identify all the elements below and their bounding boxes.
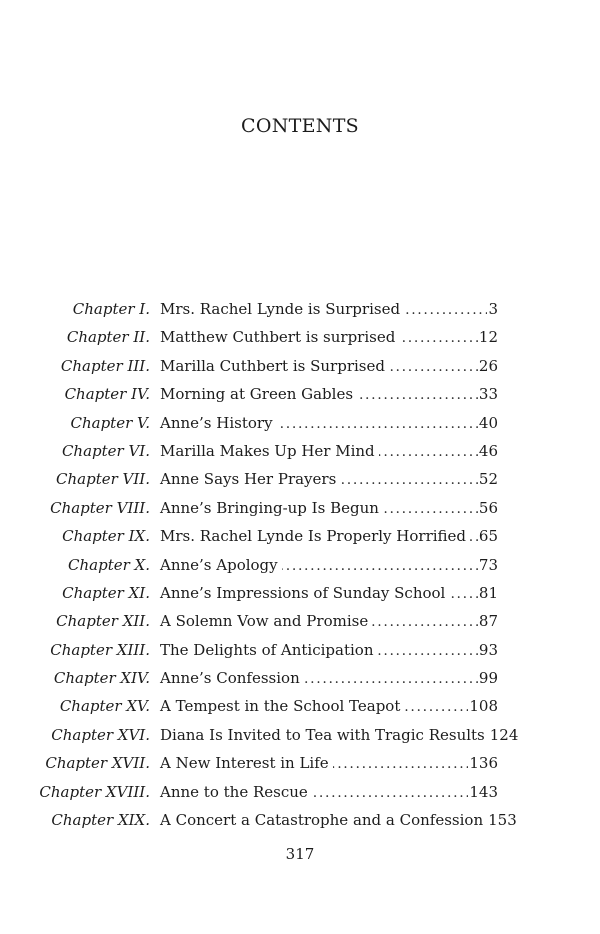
toc-entry — [0, 721, 600, 749]
chapter-entry — [160, 806, 517, 835]
chapter-label: Chapter XVIII. — [39, 782, 150, 801]
chapter-title: Anne’s Apology — [160, 555, 278, 574]
chapter-title: A New Interest in Life — [160, 754, 329, 773]
chapter-title: The Delights of Anticipation — [160, 640, 374, 659]
chapter-label: Chapter V. — [70, 413, 150, 432]
chapter-label: Chapter VII. — [56, 470, 150, 489]
chapter-page-number: 124 — [489, 725, 519, 744]
dot-leader — [383, 495, 478, 523]
chapter-label: Chapter I. — [72, 300, 150, 318]
chapter-page-number: 26 — [478, 356, 498, 375]
toc-entry — [0, 409, 600, 437]
chapter-entry — [160, 551, 498, 580]
chapter-label: Chapter XIX. — [51, 811, 150, 830]
chapter-page-number: 87 — [478, 612, 498, 631]
toc-entry — [0, 636, 600, 664]
dot-leader — [389, 353, 478, 381]
toc-entry — [0, 465, 600, 493]
toc-entry — [0, 806, 600, 834]
chapter-label: Chapter II. — [66, 328, 150, 347]
chapter-title: Morning at Green Gables — [160, 385, 354, 404]
chapter-label: Chapter VIII. — [50, 498, 150, 517]
chapter-title: Anne to the Rescue — [160, 782, 308, 801]
chapter-page-number: 33 — [478, 385, 498, 404]
toc-entry — [0, 778, 600, 806]
toc-entry — [0, 551, 600, 579]
toc-entry — [0, 323, 600, 351]
chapter-title: Diana Is Invited to Tea with Tragic Results — [160, 725, 485, 744]
toc-entry — [0, 437, 600, 465]
chapter-page-number: 46 — [478, 441, 498, 460]
chapter-title: A Solemn Vow and Promise — [160, 612, 369, 631]
chapter-entry — [160, 692, 498, 721]
chapter-entry — [160, 380, 498, 409]
chapter-entry — [160, 465, 498, 494]
chapter-entry — [160, 607, 498, 636]
toc-entry — [0, 664, 600, 692]
dot-leader — [333, 750, 469, 778]
chapter-page-number: 136 — [469, 754, 498, 773]
dot-leader — [282, 552, 478, 580]
toc-entry — [0, 295, 600, 323]
chapter-page-number: 56 — [478, 498, 498, 517]
chapter-title: Marilla Makes Up Her Mind — [160, 441, 375, 460]
chapter-title: Anne’s Impressions of Sunday School — [160, 583, 446, 602]
dot-leader — [404, 693, 468, 721]
chapter-label: Chapter IX. — [62, 527, 150, 546]
chapter-entry — [160, 749, 498, 778]
chapter-page-number: 93 — [478, 640, 498, 659]
dot-leader — [312, 779, 469, 807]
chapter-entry — [160, 522, 498, 551]
dot-leader — [449, 580, 478, 608]
chapter-entry — [160, 494, 498, 523]
chapter-label: Chapter VI. — [61, 441, 150, 460]
chapter-label: Chapter XVI. — [51, 725, 150, 744]
chapter-label: Chapter XV. — [59, 697, 150, 716]
chapter-entry — [160, 636, 498, 665]
page-title: CONTENTS — [241, 115, 359, 137]
chapter-entry — [160, 352, 498, 381]
chapter-page-number: 73 — [478, 555, 498, 574]
toc-entry — [0, 380, 600, 408]
chapter-page-number: 3 — [488, 300, 498, 318]
chapter-label: Chapter XI. — [62, 583, 150, 602]
chapter-title: Anne Says Her Prayers — [160, 470, 337, 489]
chapter-label: Chapter XVII. — [45, 754, 150, 773]
chapter-entry — [160, 437, 498, 466]
toc-entry — [0, 692, 600, 720]
chapter-page-number: 99 — [478, 669, 498, 688]
toc-entry — [0, 522, 600, 550]
dot-leader — [404, 296, 487, 324]
chapter-page-number: 52 — [478, 470, 498, 489]
chapter-label: Chapter XII. — [56, 612, 150, 631]
chapter-page-number: 153 — [488, 811, 517, 830]
chapter-page-number: 40 — [478, 413, 498, 432]
chapter-page-number: 108 — [469, 697, 498, 716]
dot-leader — [277, 410, 478, 438]
table-of-contents — [0, 295, 600, 834]
dot-leader — [304, 665, 478, 693]
dot-leader — [357, 381, 478, 409]
chapter-entry — [160, 721, 519, 750]
chapter-label: Chapter III. — [60, 356, 150, 375]
chapter-label: Chapter XIII. — [50, 640, 150, 659]
chapter-entry — [160, 323, 498, 352]
dot-leader — [399, 324, 478, 352]
chapter-title: Anne’s Bringing-up Is Begun — [160, 498, 379, 517]
chapter-title: Mrs. Rachel Lynde is Surprised — [160, 300, 401, 318]
chapter-entry — [160, 778, 498, 807]
chapter-title: Anne’s History — [160, 413, 273, 432]
chapter-title: A Tempest in the School Teapot — [160, 697, 401, 716]
dot-leader — [379, 438, 478, 466]
chapter-title: Anne’s Confession — [160, 669, 300, 688]
chapter-title: A Concert a Catastrophe and a Confession — [160, 811, 484, 830]
chapter-page-number: 65 — [478, 527, 498, 546]
toc-entry — [0, 579, 600, 607]
dot-leader — [378, 637, 478, 665]
toc-entry — [0, 607, 600, 635]
chapter-page-number: 81 — [478, 583, 498, 602]
chapter-entry — [160, 664, 498, 693]
dot-leader — [372, 608, 478, 636]
chapter-entry — [160, 295, 498, 324]
chapter-title: Mrs. Rachel Lynde Is Properly Horrified — [160, 527, 467, 546]
chapter-label: Chapter X. — [68, 555, 150, 574]
dot-leader — [470, 523, 478, 551]
page-number: 317 — [285, 845, 315, 863]
dot-leader — [340, 466, 478, 494]
chapter-page-number: 143 — [469, 782, 498, 801]
toc-entry — [0, 494, 600, 522]
chapter-label: Chapter IV. — [64, 385, 150, 404]
chapter-title: Marilla Cuthbert is Surprised — [160, 356, 385, 375]
chapter-page-number: 12 — [478, 328, 498, 347]
chapter-entry — [160, 579, 498, 608]
chapter-entry — [160, 409, 498, 438]
toc-entry — [0, 749, 600, 777]
toc-entry — [0, 352, 600, 380]
chapter-label: Chapter XIV. — [53, 669, 150, 688]
chapter-title: Matthew Cuthbert is surprised — [160, 328, 396, 347]
